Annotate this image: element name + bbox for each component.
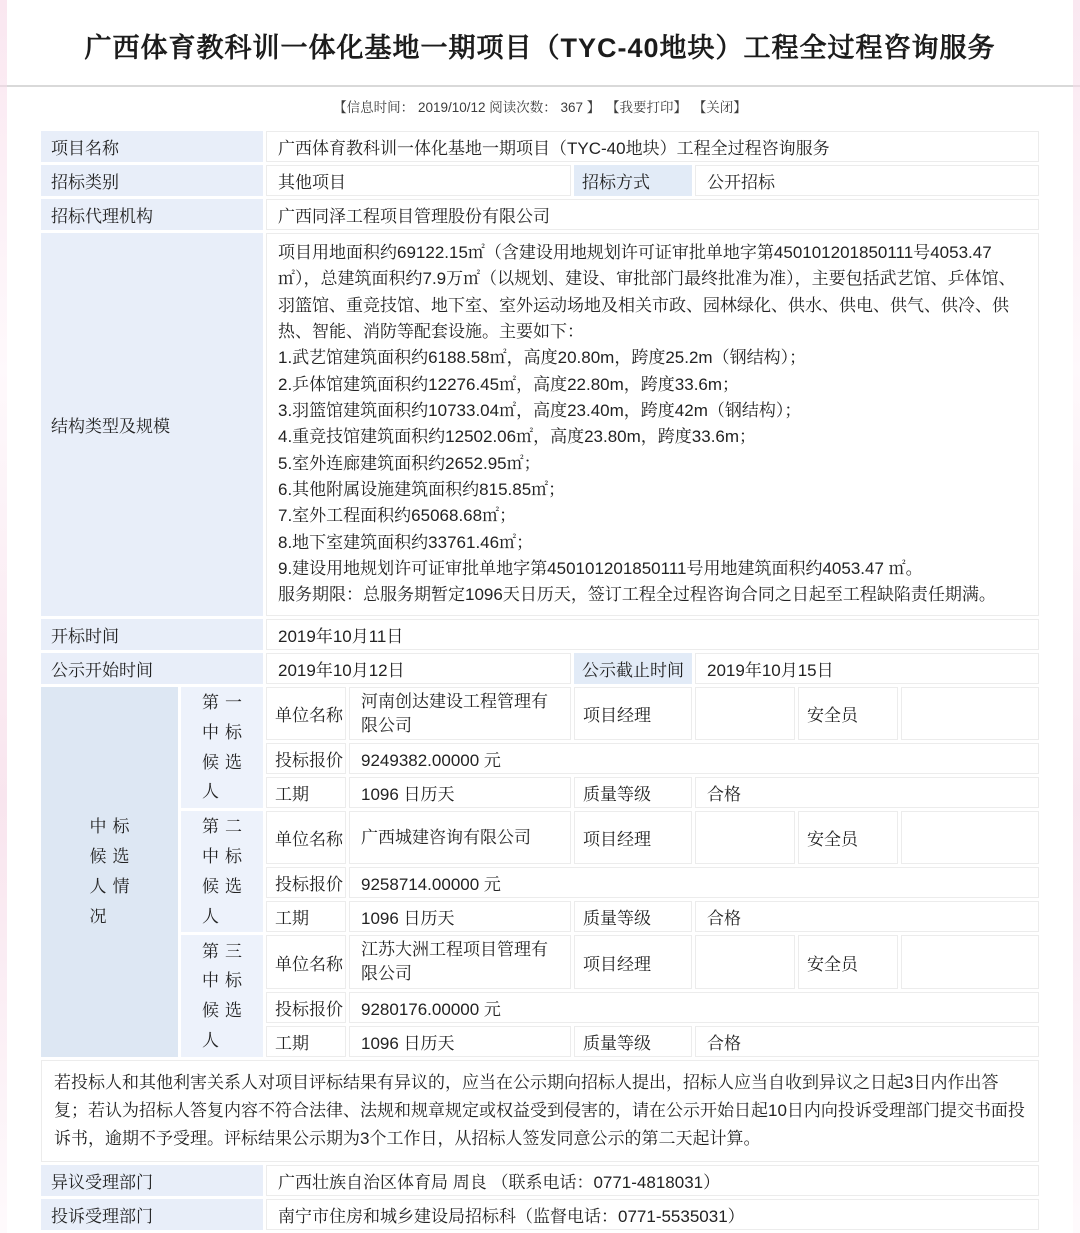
candidate3-company-label: 单位名称 <box>266 935 346 989</box>
candidate1-company-value: 河南创达建设工程管理有限公司 <box>349 687 571 741</box>
candidate3-rank-label: 第三中标候选人 <box>181 935 263 1057</box>
field-value-publicity-end: 2019年10月15日 <box>695 653 1039 684</box>
row-structure <box>41 233 1039 616</box>
row-bid-category <box>41 165 1039 196</box>
candidate1-safety-label: 安全员 <box>798 687 898 741</box>
row-objection-department <box>41 1165 1039 1196</box>
info-bar <box>0 87 1080 126</box>
field-value-publicity-start: 2019年10月12日 <box>266 653 571 684</box>
field-value-bid-method: 公开招标 <box>695 165 1039 196</box>
candidates-group-label: 中标候选人情况 <box>41 687 178 1057</box>
print-button[interactable]: 【我要打印】 <box>606 100 688 115</box>
field-label-publicity-end: 公示截止时间 <box>574 653 692 684</box>
close-button[interactable]: 【关闭】 <box>692 100 747 115</box>
structure-line: 1.武艺馆建筑面积约6188.58㎡，高度20.80m，跨度25.2m（钢结构）； <box>278 348 807 368</box>
field-value-bid-category: 其他项目 <box>266 165 571 196</box>
candidate2-company-label: 单位名称 <box>266 811 346 864</box>
candidate2-quality-label: 质量等级 <box>574 901 692 932</box>
candidate3-price-label: 投标报价 <box>266 992 346 1023</box>
info-meta: 【信息时间： 2019/10/12 阅读次数： 367 】 <box>333 100 601 115</box>
candidate1-manager-value <box>695 687 795 741</box>
objection-notice-text: 若投标人和其他利害关系人对项目评标结果有异议的，应当在公示期向招标人提出，招标人应当自收到异议之日起3日内作出答复；若认为招标人答复内容不符合法律、法规和规章规定或权益受到侵害的，请在公示开始日起10日内向投诉受理部门提交书面投诉书，逾期不予受理。评标结果公示期为3个工作日，从招标人签发同意公示的第二天起计算。 <box>41 1060 1039 1162</box>
candidate1-company-label: 单位名称 <box>266 687 346 741</box>
structure-line: 4.重竞技馆建筑面积约12502.06㎡，高度23.80m，跨度33.6m； <box>278 427 757 447</box>
field-value-complaint-department: 南宁市住房和城乡建设局招标科（监督电话：0771-5535031） <box>266 1199 1039 1230</box>
candidate2-quality-value: 合格 <box>695 901 1039 932</box>
structure-line: 项目用地面积约69122.15㎡（含建设用地规划许可证审批单地字第450101201850111号4053.47㎡），总建筑面积约7.9万㎡（以规划、建设、审批部门最终批准为准），主要包括武艺馆、乒体馆、羽篮馆、重竞技馆、地下室、室外运动场地及相关市政、园林绿化、供水、供电、供气、供冷、供热、智能、消防等配套设施。主要如下： <box>278 243 1016 342</box>
candidate1-rank-label: 第一中标候选人 <box>181 687 263 809</box>
candidate3-manager-label: 项目经理 <box>574 935 692 989</box>
row-candidate2-company <box>41 811 1039 864</box>
field-value-agency: 广西同泽工程项目管理股份有限公司 <box>266 199 1039 230</box>
structure-line: 服务期限：总服务期暂定1096天日历天，签订工程全过程咨询合同之日起至工程缺陷责任期满。 <box>278 585 996 605</box>
candidate1-price-label: 投标报价 <box>266 743 346 774</box>
structure-line: 6.其他附属设施建筑面积约815.85㎡； <box>278 480 566 500</box>
candidate2-manager-label: 项目经理 <box>574 811 692 864</box>
page-title: 广西体育教科训一体化基地一期项目（TYC-40地块）工程全过程咨询服务 <box>84 33 996 63</box>
field-label-objection-department: 异议受理部门 <box>41 1165 263 1196</box>
row-project-name <box>41 131 1039 162</box>
candidate3-safety-label: 安全员 <box>798 935 898 989</box>
field-label-publicity-start: 公示开始时间 <box>41 653 263 684</box>
field-label-bid-method: 招标方式 <box>574 165 692 196</box>
candidate1-price-value: 9249382.00000 元 <box>349 743 1039 774</box>
field-value-objection-department: 广西壮族自治区体育局 周良 （联系电话：0771-4818031） <box>266 1165 1039 1196</box>
candidate2-duration-label: 工期 <box>266 901 346 932</box>
candidate3-price-value: 9280176.00000 元 <box>349 992 1039 1023</box>
candidate2-price-label: 投标报价 <box>266 867 346 898</box>
structure-line: 2.乒体馆建筑面积约12276.45㎡，高度22.80m，跨度33.6m； <box>278 374 740 394</box>
field-label-bid-open-time: 开标时间 <box>41 619 263 650</box>
field-value-bid-open-time: 2019年10月11日 <box>266 619 1039 650</box>
field-label-agency: 招标代理机构 <box>41 199 263 230</box>
candidate2-company-value: 广西城建咨询有限公司 <box>349 811 571 864</box>
field-value-structure <box>266 233 1039 616</box>
candidate3-company-value: 江苏大洲工程项目管理有限公司 <box>349 935 571 989</box>
structure-line: 3.羽篮馆建筑面积约10733.04㎡，高度23.40m，跨度42m（钢结构）； <box>278 401 802 421</box>
candidate3-safety-value <box>901 935 1039 989</box>
row-objection-notice <box>41 1060 1039 1162</box>
candidate2-price-value: 9258714.00000 元 <box>349 867 1039 898</box>
candidate1-manager-label: 项目经理 <box>574 687 692 741</box>
row-candidate3-company <box>41 935 1039 989</box>
row-agency <box>41 199 1039 230</box>
candidate1-duration-value: 1096 日历天 <box>349 777 571 808</box>
candidate1-safety-value <box>901 687 1039 741</box>
candidate2-rank-label: 第二中标候选人 <box>181 811 263 932</box>
candidate3-manager-value <box>695 935 795 989</box>
candidate3-duration-label: 工期 <box>266 1026 346 1057</box>
field-label-project-name: 项目名称 <box>41 131 263 162</box>
row-bid-open-time <box>41 619 1039 650</box>
structure-line: 9.建设用地规划许可证审批单地字第450101201850111号用地建筑面积约4053.47 ㎡。 <box>278 559 923 579</box>
row-candidate1-company <box>41 687 1039 741</box>
field-value-project-name: 广西体育教科训一体化基地一期项目（TYC-40地块）工程全过程咨询服务 <box>266 131 1039 162</box>
announcement-table <box>38 128 1042 1233</box>
candidate2-safety-value <box>901 811 1039 864</box>
row-publicity-time <box>41 653 1039 684</box>
candidate3-quality-value: 合格 <box>695 1026 1039 1057</box>
candidate2-safety-label: 安全员 <box>798 811 898 864</box>
structure-line: 5.室外连廊建筑面积约2652.95㎡； <box>278 453 541 473</box>
candidate1-duration-label: 工期 <box>266 777 346 808</box>
field-label-bid-category: 招标类别 <box>41 165 263 196</box>
structure-line: 7.室外工程面积约65068.68㎡； <box>278 506 517 526</box>
candidate1-quality-label: 质量等级 <box>574 777 692 808</box>
structure-line: 8.地下室建筑面积约33761.46㎡； <box>278 532 534 552</box>
candidate3-quality-label: 质量等级 <box>574 1026 692 1057</box>
candidate3-duration-value: 1096 日历天 <box>349 1026 571 1057</box>
row-complaint-department <box>41 1199 1039 1230</box>
field-label-complaint-department: 投诉受理部门 <box>41 1199 263 1230</box>
candidate2-duration-value: 1096 日历天 <box>349 901 571 932</box>
candidate2-manager-value <box>695 811 795 864</box>
candidate1-quality-value: 合格 <box>695 777 1039 808</box>
field-label-structure: 结构类型及规模 <box>41 233 263 616</box>
